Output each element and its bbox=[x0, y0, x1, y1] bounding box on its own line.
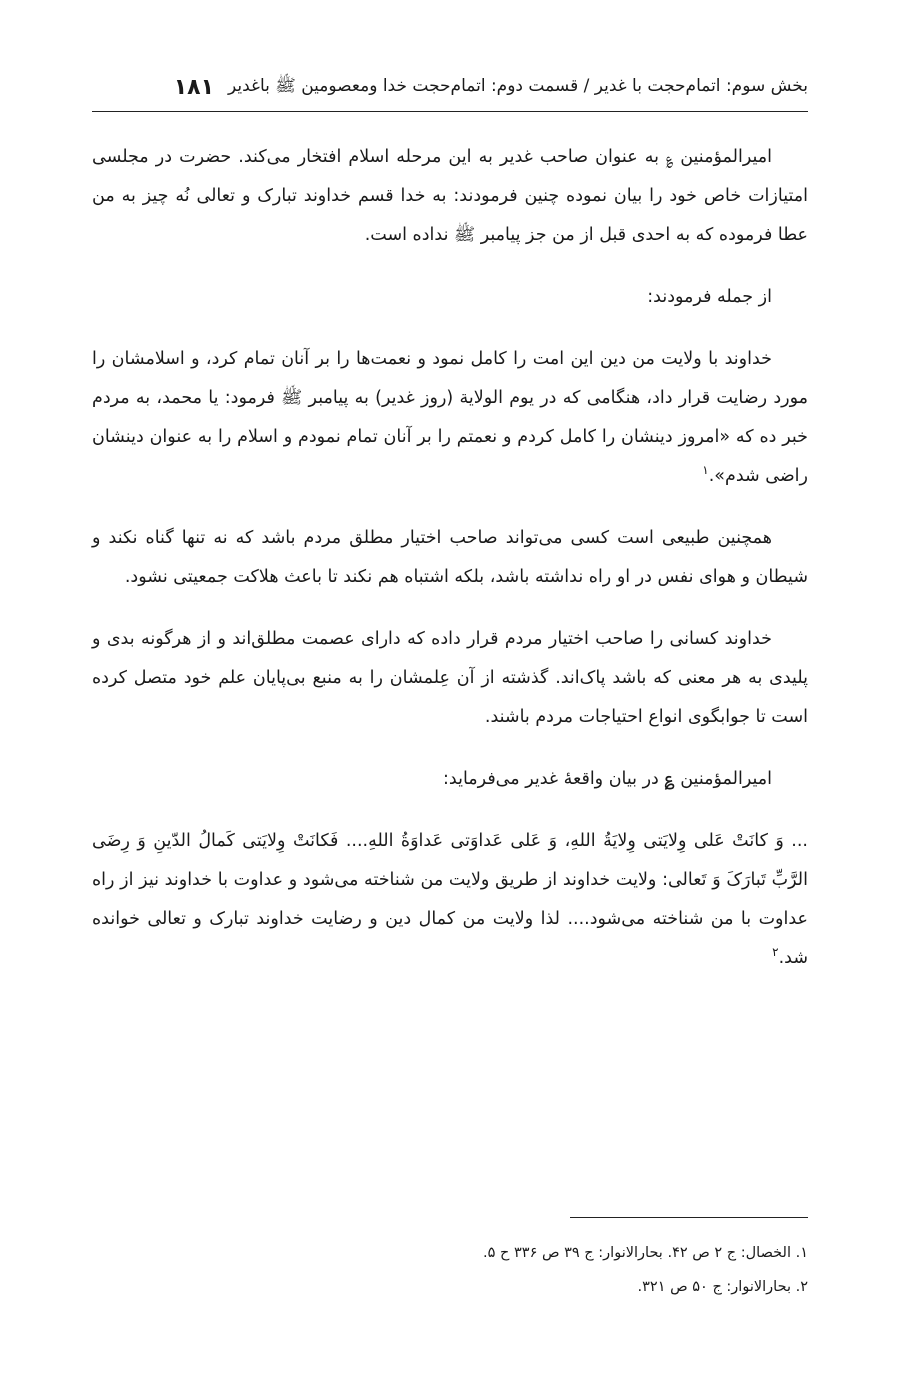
paragraph bbox=[92, 278, 808, 317]
page-number: ۱۸۱ bbox=[173, 75, 215, 100]
paragraph bbox=[92, 620, 808, 737]
body-text bbox=[92, 138, 808, 1001]
running-title: بخش سوم: اتمام‌حجت با غدیر / قسمت دوم: اتمام‌حجت خدا ومعصومین ﷺ باغدیر bbox=[228, 76, 808, 96]
paragraph bbox=[92, 760, 808, 799]
paragraph-text: همچنین طبیعی است کسی می‌تواند صاحب اختیار مطلق مردم باشد که نه تنها گناه نکند و شیطان و هوای نفس در او راه نداشته باشد، بلکه اشتباه هم نکند تا باعث هلاکت جمعیتی نشود. bbox=[92, 528, 808, 587]
footnote: ۲. بحارالانوار: ج ۵۰ ص ۳۲۱. bbox=[637, 1279, 808, 1295]
footnotes bbox=[92, 1236, 808, 1304]
paragraph-text: از جمله فرمودند: bbox=[647, 287, 772, 307]
paragraph bbox=[92, 519, 808, 597]
paragraph-text: خداوند کسانی را صاحب اختیار مردم قرار داده که دارای عصمت مطلق‌اند و از هرگونه بدی و پلیدی به هر معنی که باشد پاک‌اند. گذشته از آن عِلمشان را به منبع بی‌پایان علم خود متصل کرده است تا جوابگوی انواع احتیاجات مردم باشند. bbox=[92, 629, 808, 727]
paragraph-text: امیرالمؤمنین ؏ به عنوان صاحب غدیر به این مرحله اسلام افتخار می‌کند. حضرت در مجلسی امتیازات خاص خود را بیان نموده چنین فرمودند: به خدا قسم خداوند تبارک و تعالی نُه چیز به من عطا فرموده که به احدی قبل از من جز پیامبر ﷺ نداده است. bbox=[92, 147, 808, 245]
footnote-reference[interactable]: ۱ bbox=[702, 463, 709, 478]
footnote-reference[interactable]: ۲ bbox=[772, 945, 779, 960]
paragraph-quote bbox=[92, 822, 808, 978]
footnote-divider bbox=[570, 1217, 808, 1218]
paragraph-text: امیرالمؤمنین ؏ در بیان واقعهٔ غدیر می‌فرماید: bbox=[443, 769, 772, 789]
footnote: ۱. الخصال: ج ۲ ص ۴۲. بحارالانوار: ج ۳۹ ص ۳۳۶ ح ۵. bbox=[483, 1245, 808, 1261]
paragraph bbox=[92, 138, 808, 255]
paragraph-text: خداوند با ولایت من دین این امت را کامل نمود و نعمت‌ها را بر آنان تمام کرد، و اسلامشان را مورد رضایت قرار داد، هنگامی که در یوم الولایة (روز غدیر) به پیامبر ﷺ فرمود: یا محمد، به مردم خبر ده که «امروز دینشان را کامل کردم و نعمتم را بر آنان تمام نمودم و اسلام را به عنوان دینشان راضی شدم». bbox=[92, 349, 808, 486]
paragraph bbox=[92, 340, 808, 496]
paragraph-text: ... وَ کانَتْ عَلی وِلایَتی وِلایَةُ اللهِ، وَ عَلی عَداوَتی عَداوَةُ اللهِ.... فَکانَتْ وِلایَتی کَمالُ الدّینِ وَ رِضَی الرَّبِّ تَبارَکَ وَ تَعالی: ولایت خداوند از طریق ولایت من شناخته می‌شود و عداوت با خداوند نیز از راه عداوت با من شناخته می‌شود.... لذا ولایت من کمال دین و رضایت خداوند تبارک و تعالی خوانده شد. bbox=[92, 831, 808, 968]
page-header bbox=[92, 70, 808, 112]
